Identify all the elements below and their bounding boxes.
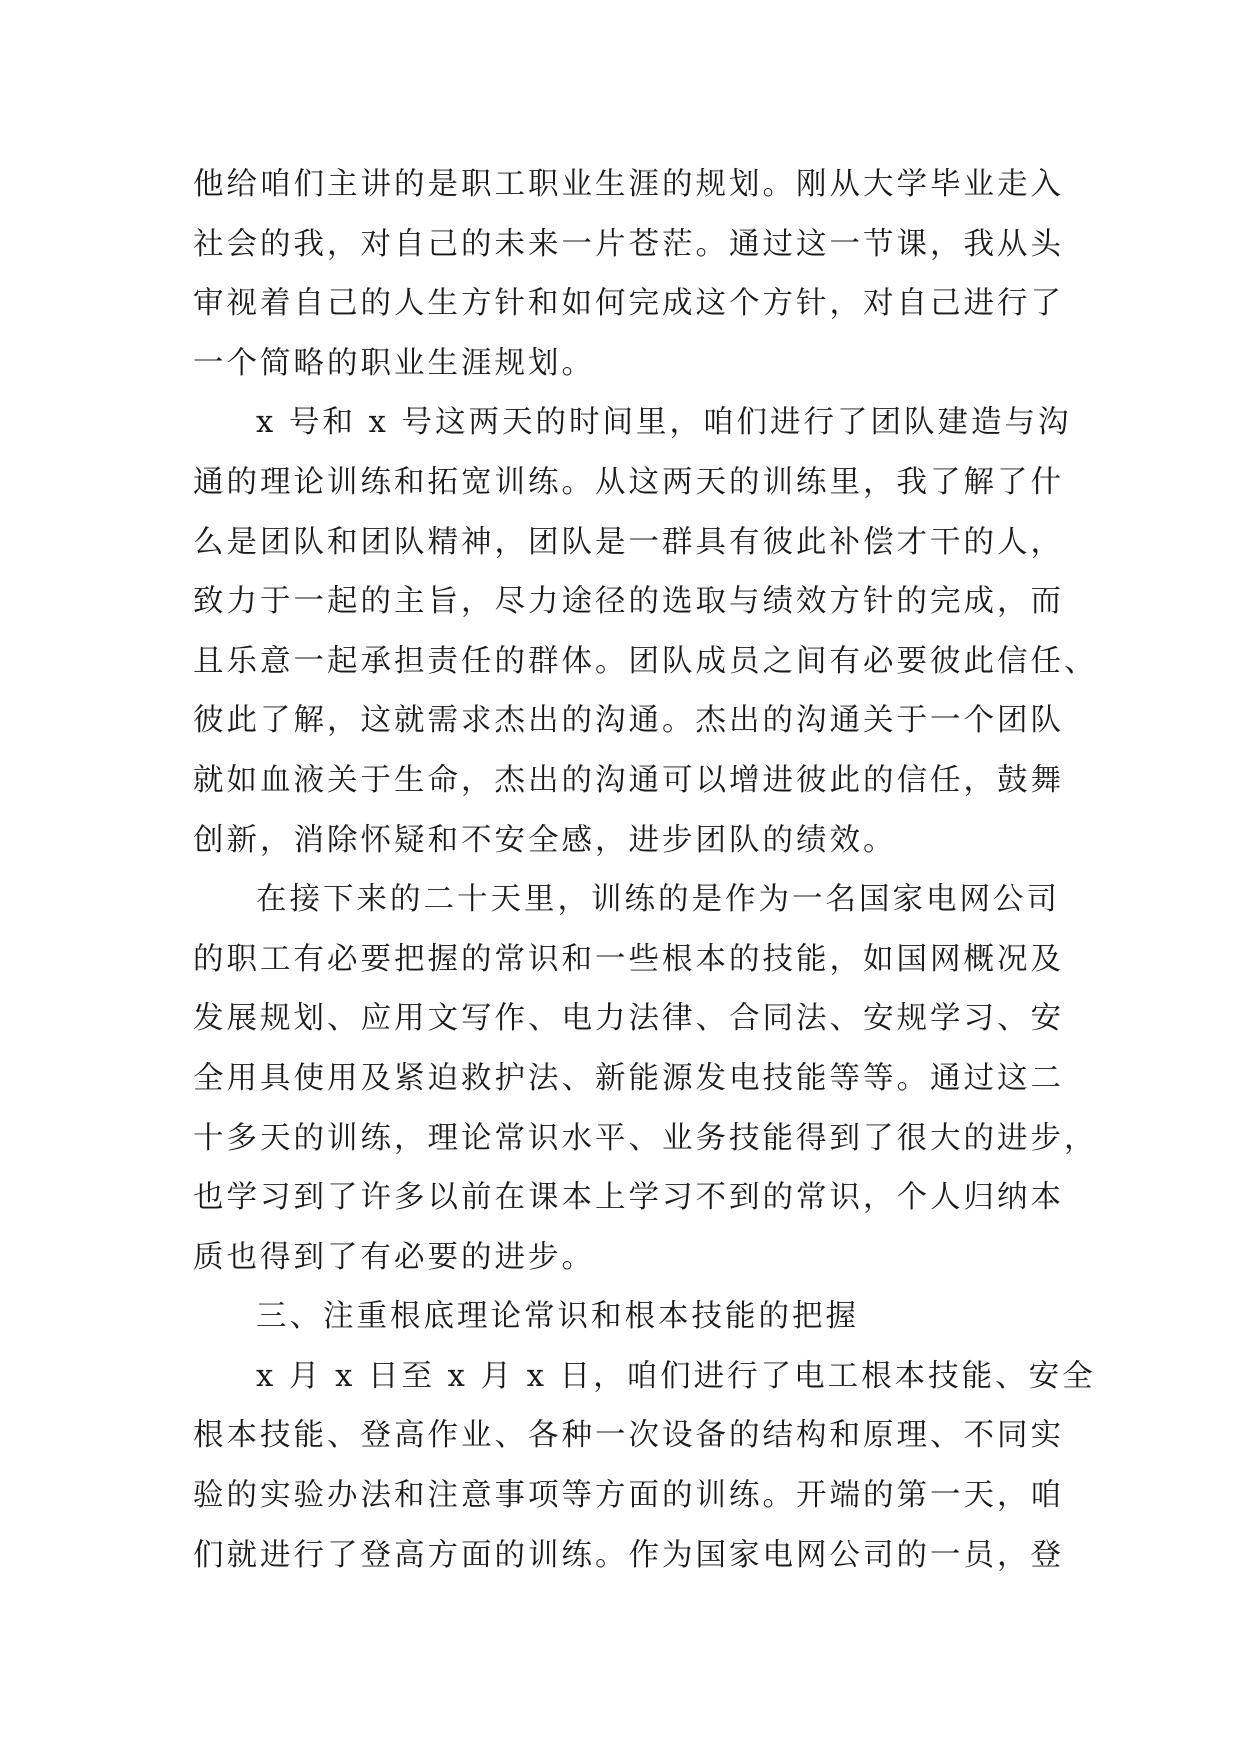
- text-line: x 月 x 日至 x 月 x 日，咱们进行了电工根本技能、安全: [256, 1358, 1096, 1394]
- text-line: 们就进行了登高方面的训练。作为国家电网公司的一员，登: [193, 1537, 1064, 1573]
- text-line: 质也得到了有必要的进步。: [193, 1239, 595, 1275]
- text-line: 审视着自己的人生方针和如何完成这个方针，对自己进行了: [193, 286, 1064, 322]
- text-line: 也学习到了许多以前在课本上学习不到的常识，个人归纳本: [193, 1180, 1064, 1216]
- text-line: 创新，消除怀疑和不安全感，进步团队的绩效。: [193, 822, 897, 858]
- text-line: x 号和 x 号这两天的时间里，咱们进行了团队建造与沟: [256, 405, 1072, 441]
- text-line: 的职工有必要把握的常识和一些根本的技能，如国网概况及: [193, 941, 1064, 977]
- text-line: 一个简略的职业生涯规划。: [193, 345, 595, 381]
- text-line: 就如血液关于生命，杰出的沟通可以增进彼此的信任，鼓舞: [193, 762, 1064, 798]
- text-line: 彼此了解，这就需求杰出的沟通。杰出的沟通关于一个团队: [193, 703, 1064, 739]
- text-line: 发展规划、应用文写作、电力法律、合同法、安规学习、安: [193, 1001, 1064, 1037]
- text-line: 他给咱们主讲的是职工职业生涯的规划。刚从大学毕业走入: [193, 167, 1064, 202]
- text-line: 全用具使用及紧迫救护法、新能源发电技能等等。通过这二: [193, 1060, 1064, 1096]
- text-line: 验的实验办法和注意事项等方面的训练。开端的第一天，咱: [193, 1478, 1064, 1514]
- text-line: 十多天的训练，理论常识水平、业务技能得到了很大的进步，: [193, 1120, 1098, 1156]
- body-text: [193, 155, 1098, 1585]
- text-line: 三、注重根底理论常识和根本技能的把握: [256, 1299, 859, 1335]
- text-line: 根本技能、登高作业、各种一次设备的结构和原理、不同实: [193, 1418, 1064, 1454]
- text-line: 致力于一起的主旨，尽力途径的选取与绩效方针的完成，而: [193, 584, 1064, 620]
- text-line: 社会的我，对自己的未来一片苍茫。通过这一节课，我从头: [193, 226, 1064, 262]
- text-line: 么是团队和团队精神，团队是一群具有彼此补偿才干的人，: [193, 524, 1064, 560]
- text-line: 且乐意一起承担责任的群体。团队成员之间有必要彼此信任、: [193, 643, 1098, 679]
- text-line: 通的理论训练和拓宽训练。从这两天的训练里，我了解了什: [193, 464, 1064, 500]
- text-line: 在接下来的二十天里，训练的是作为一名国家电网公司: [256, 882, 1060, 918]
